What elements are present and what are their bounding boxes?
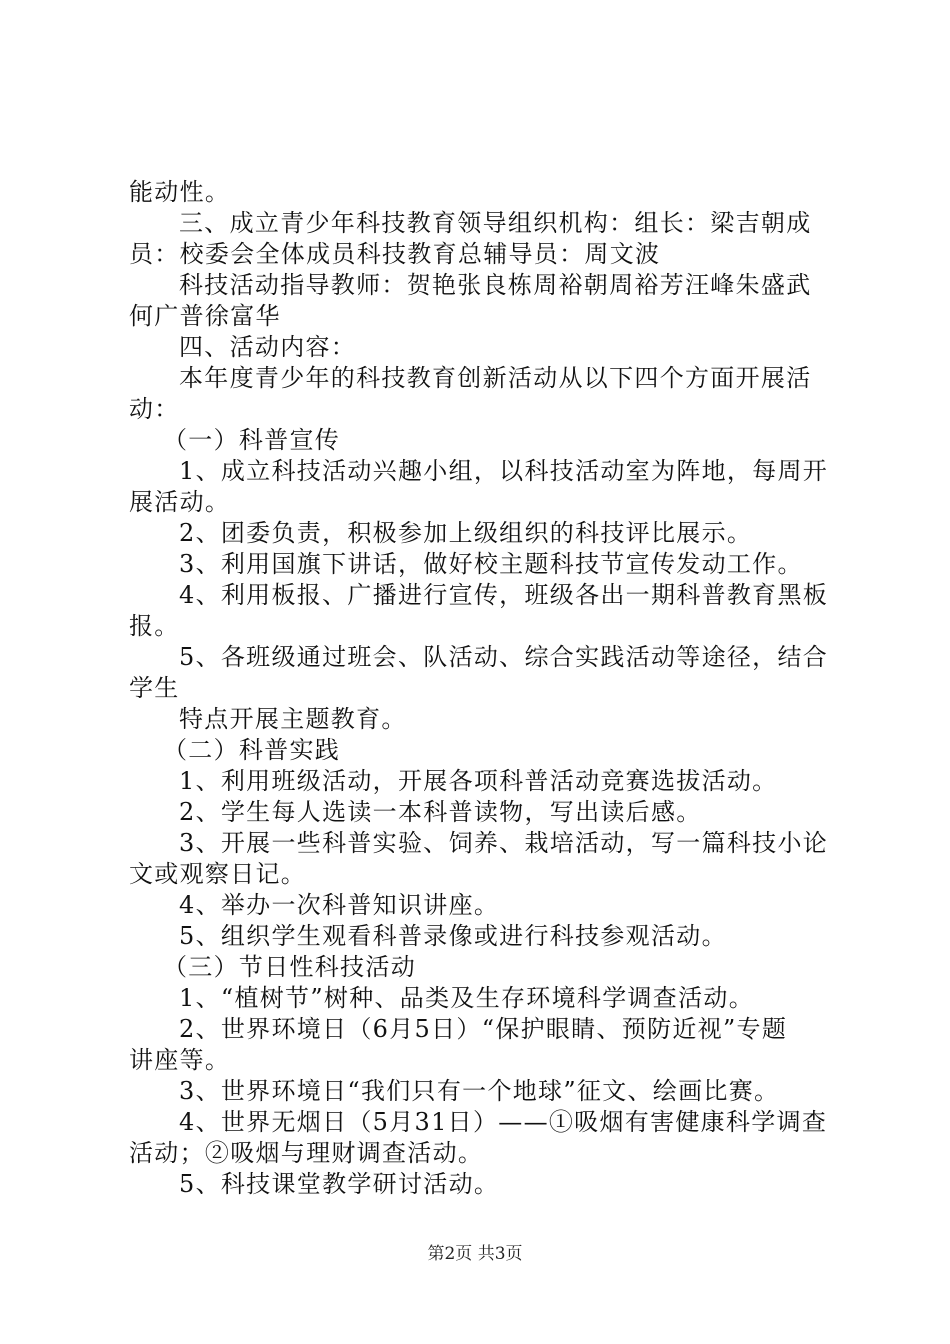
list-item: 4、世界无烟日（5月31日）——①吸烟有害健康科学调查 [179,1108,828,1136]
list-item: 2、团委负责，积极参加上级组织的科技评比展示。 [179,519,753,547]
text-line: 文或观察日记。 [129,860,307,888]
text-line: 本年度青少年的科技教育创新活动从以下四个方面开展活 [179,364,812,392]
list-item: 3、利用国旗下讲话，做好校主题科技节宣传发动工作。 [179,550,803,578]
list-item: 2、世界环境日（6月5日）“保护眼睛、预防近视”专题 [179,1015,788,1043]
text-line: 特点开展主题教育。 [179,705,407,733]
list-item: 1、利用班级活动，开展各项科普活动竞赛选拔活动。 [179,767,778,795]
text-line: 讲座等。 [129,1046,231,1074]
subsection-heading: （二）科普实践 [163,736,341,764]
list-item: 4、举办一次科普知识讲座。 [179,891,500,919]
subsection-heading: （三）节日性科技活动 [163,953,416,981]
list-item: 5、各班级通过班会、队活动、综合实践活动等途径，结合 [179,643,829,671]
text-line: 能动性。 [129,178,231,206]
list-item: 2、学生每人选读一本科普读物，写出读后感。 [179,798,702,826]
list-item: 5、组织学生观看科普录像或进行科技参观活动。 [179,922,727,950]
text-line: 科技活动指导教师：贺艳张良栋周裕朝周裕芳汪峰朱盛武 [179,271,812,299]
subsection-heading: （一）科普宣传 [163,426,341,454]
text-line: 何广普徐富华 [129,302,281,330]
list-item: 4、利用板报、广播进行宣传，班级各出一期科普教育黑板 [179,581,829,609]
text-line: 三、成立青少年科技教育领导组织机构：组长：梁吉朝成 [179,209,812,237]
list-item: 3、开展一些科普实验、饲养、栽培活动，写一篇科技小论 [179,829,829,857]
list-item: 3、世界环境日“我们只有一个地球”征文、绘画比赛。 [179,1077,780,1105]
list-item: 1、成立科技活动兴趣小组，以科技活动室为阵地，每周开 [179,457,829,485]
text-line: 报。 [129,612,180,640]
text-line: 动： [129,395,180,423]
section-heading: 四、活动内容： [179,333,357,361]
page-number-footer: 第2页 共3页 [427,1244,523,1264]
list-item: 1、“植树节”树种、品类及生存环境科学调查活动。 [179,984,755,1012]
text-line: 展活动。 [129,488,231,516]
text-line: 员：校委会全体成员科技教育总辅导员：周文波 [129,240,661,268]
text-line: 活动；②吸烟与理财调查活动。 [129,1139,484,1167]
list-item: 5、科技课堂教学研讨活动。 [179,1170,500,1198]
text-line: 学生 [129,674,180,702]
